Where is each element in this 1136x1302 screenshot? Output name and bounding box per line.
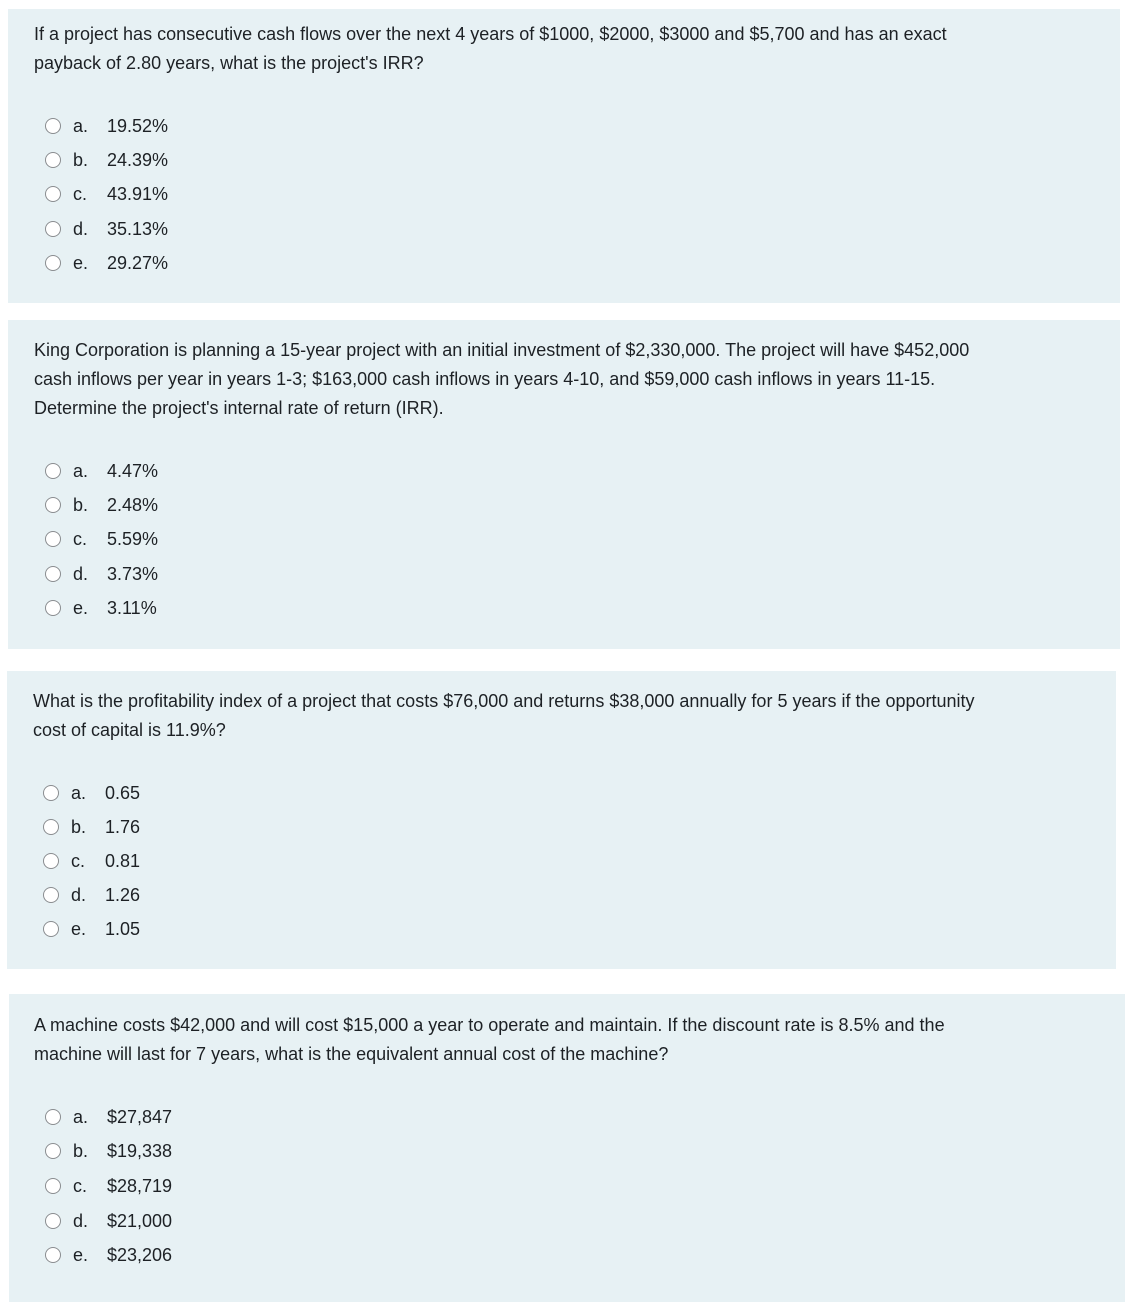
option-value: 29.27% <box>107 252 169 273</box>
option-letter: e. <box>73 252 89 273</box>
radio-button[interactable] <box>45 1109 61 1125</box>
option-letter: e. <box>73 1244 89 1265</box>
question-line: A machine costs $42,000 and will cost $15,000 a year to operate and maintain. If the discount rate is 8.5% and the <box>34 1015 945 1035</box>
option-c[interactable] <box>45 528 158 550</box>
radio-button[interactable] <box>45 1247 61 1263</box>
option-letter: e. <box>71 918 87 939</box>
radio-button[interactable] <box>43 785 59 801</box>
option-value: 19.52% <box>107 115 169 136</box>
question-line: machine will last for 7 years, what is the equivalent annual cost of the machine? <box>34 1044 669 1064</box>
option-value: $19,338 <box>107 1140 173 1161</box>
option-letter: b. <box>73 149 89 170</box>
option-e[interactable] <box>45 252 168 274</box>
option-a[interactable] <box>45 460 158 482</box>
radio-button[interactable] <box>45 463 61 479</box>
radio-button[interactable] <box>43 819 59 835</box>
option-d[interactable] <box>45 218 168 240</box>
option-d[interactable] <box>43 884 140 906</box>
option-value: 5.59% <box>107 528 159 549</box>
option-value: 43.91% <box>107 183 169 204</box>
option-letter: a. <box>73 1106 89 1127</box>
question-text-3 <box>33 687 975 745</box>
radio-button[interactable] <box>45 600 61 616</box>
option-e[interactable] <box>45 597 157 619</box>
question-line: King Corporation is planning a 15-year project with an initial investment of $2,330,000. The project will have $452,000 <box>34 340 970 360</box>
option-letter: d. <box>73 1210 89 1231</box>
option-value: 24.39% <box>107 149 169 170</box>
option-letter: c. <box>73 183 88 204</box>
option-value: 1.76 <box>105 816 141 837</box>
option-letter: d. <box>73 563 89 584</box>
option-letter: d. <box>71 884 87 905</box>
radio-button[interactable] <box>45 255 61 271</box>
radio-button[interactable] <box>43 853 59 869</box>
option-b[interactable] <box>45 1140 172 1162</box>
option-value: 1.26 <box>105 884 141 905</box>
option-value: 2.48% <box>107 494 159 515</box>
radio-button[interactable] <box>45 152 61 168</box>
option-d[interactable] <box>45 1210 172 1232</box>
option-letter: c. <box>73 528 88 549</box>
radio-button[interactable] <box>45 531 61 547</box>
radio-button[interactable] <box>45 186 61 202</box>
option-letter: a. <box>73 115 89 136</box>
radio-button[interactable] <box>43 921 59 937</box>
question-line: cash inflows per year in years 1-3; $163,000 cash inflows in years 4-10, and $59,000 cash inflows in years 11-15. <box>34 369 936 389</box>
question-text-2 <box>34 336 969 423</box>
option-c[interactable] <box>45 1175 172 1197</box>
option-value: $27,847 <box>107 1106 173 1127</box>
option-letter: b. <box>73 1140 89 1161</box>
option-b[interactable] <box>43 816 140 838</box>
radio-button[interactable] <box>45 1178 61 1194</box>
option-value: 1.05 <box>105 918 141 939</box>
question-line: payback of 2.80 years, what is the project's IRR? <box>34 53 424 73</box>
option-letter: b. <box>71 816 87 837</box>
question-card-4 <box>9 994 1125 1302</box>
option-c[interactable] <box>45 183 168 205</box>
question-card-3 <box>7 671 1116 969</box>
option-value: 0.65 <box>105 782 141 803</box>
option-value: 0.81 <box>105 850 141 871</box>
question-text-1 <box>34 20 947 78</box>
option-letter: e. <box>73 597 89 618</box>
option-letter: a. <box>71 782 87 803</box>
option-d[interactable] <box>45 563 158 585</box>
radio-button[interactable] <box>45 566 61 582</box>
option-e[interactable] <box>45 1244 172 1266</box>
option-letter: c. <box>71 850 86 871</box>
radio-button[interactable] <box>45 1143 61 1159</box>
option-a[interactable] <box>45 115 168 137</box>
option-a[interactable] <box>43 782 140 804</box>
radio-button[interactable] <box>45 497 61 513</box>
option-b[interactable] <box>45 149 168 171</box>
option-e[interactable] <box>43 918 140 940</box>
option-a[interactable] <box>45 1106 172 1128</box>
radio-button[interactable] <box>45 221 61 237</box>
option-value: $28,719 <box>107 1175 173 1196</box>
option-value: 4.47% <box>107 460 159 481</box>
question-line: cost of capital is 11.9%? <box>33 720 226 740</box>
question-line: What is the profitability index of a project that costs $76,000 and returns $38,000 annually for 5 years if the opportunity <box>33 691 975 711</box>
option-value: 3.11% <box>107 597 157 618</box>
option-value: 3.73% <box>107 563 159 584</box>
option-b[interactable] <box>45 494 158 516</box>
question-card-1 <box>8 9 1120 303</box>
question-card-2 <box>8 320 1120 649</box>
option-value: $21,000 <box>107 1210 173 1231</box>
question-text-4 <box>34 1011 945 1069</box>
option-c[interactable] <box>43 850 140 872</box>
option-value: 35.13% <box>107 218 169 239</box>
radio-button[interactable] <box>45 118 61 134</box>
option-letter: a. <box>73 460 89 481</box>
question-line: If a project has consecutive cash flows over the next 4 years of $1000, $2000, $3000 and $5,700 and has an exact <box>34 24 947 44</box>
option-letter: b. <box>73 494 89 515</box>
radio-button[interactable] <box>45 1213 61 1229</box>
option-letter: d. <box>73 218 89 239</box>
radio-button[interactable] <box>43 887 59 903</box>
option-letter: c. <box>73 1175 88 1196</box>
question-line: Determine the project's internal rate of return (IRR). <box>34 398 444 418</box>
option-value: $23,206 <box>107 1244 173 1265</box>
